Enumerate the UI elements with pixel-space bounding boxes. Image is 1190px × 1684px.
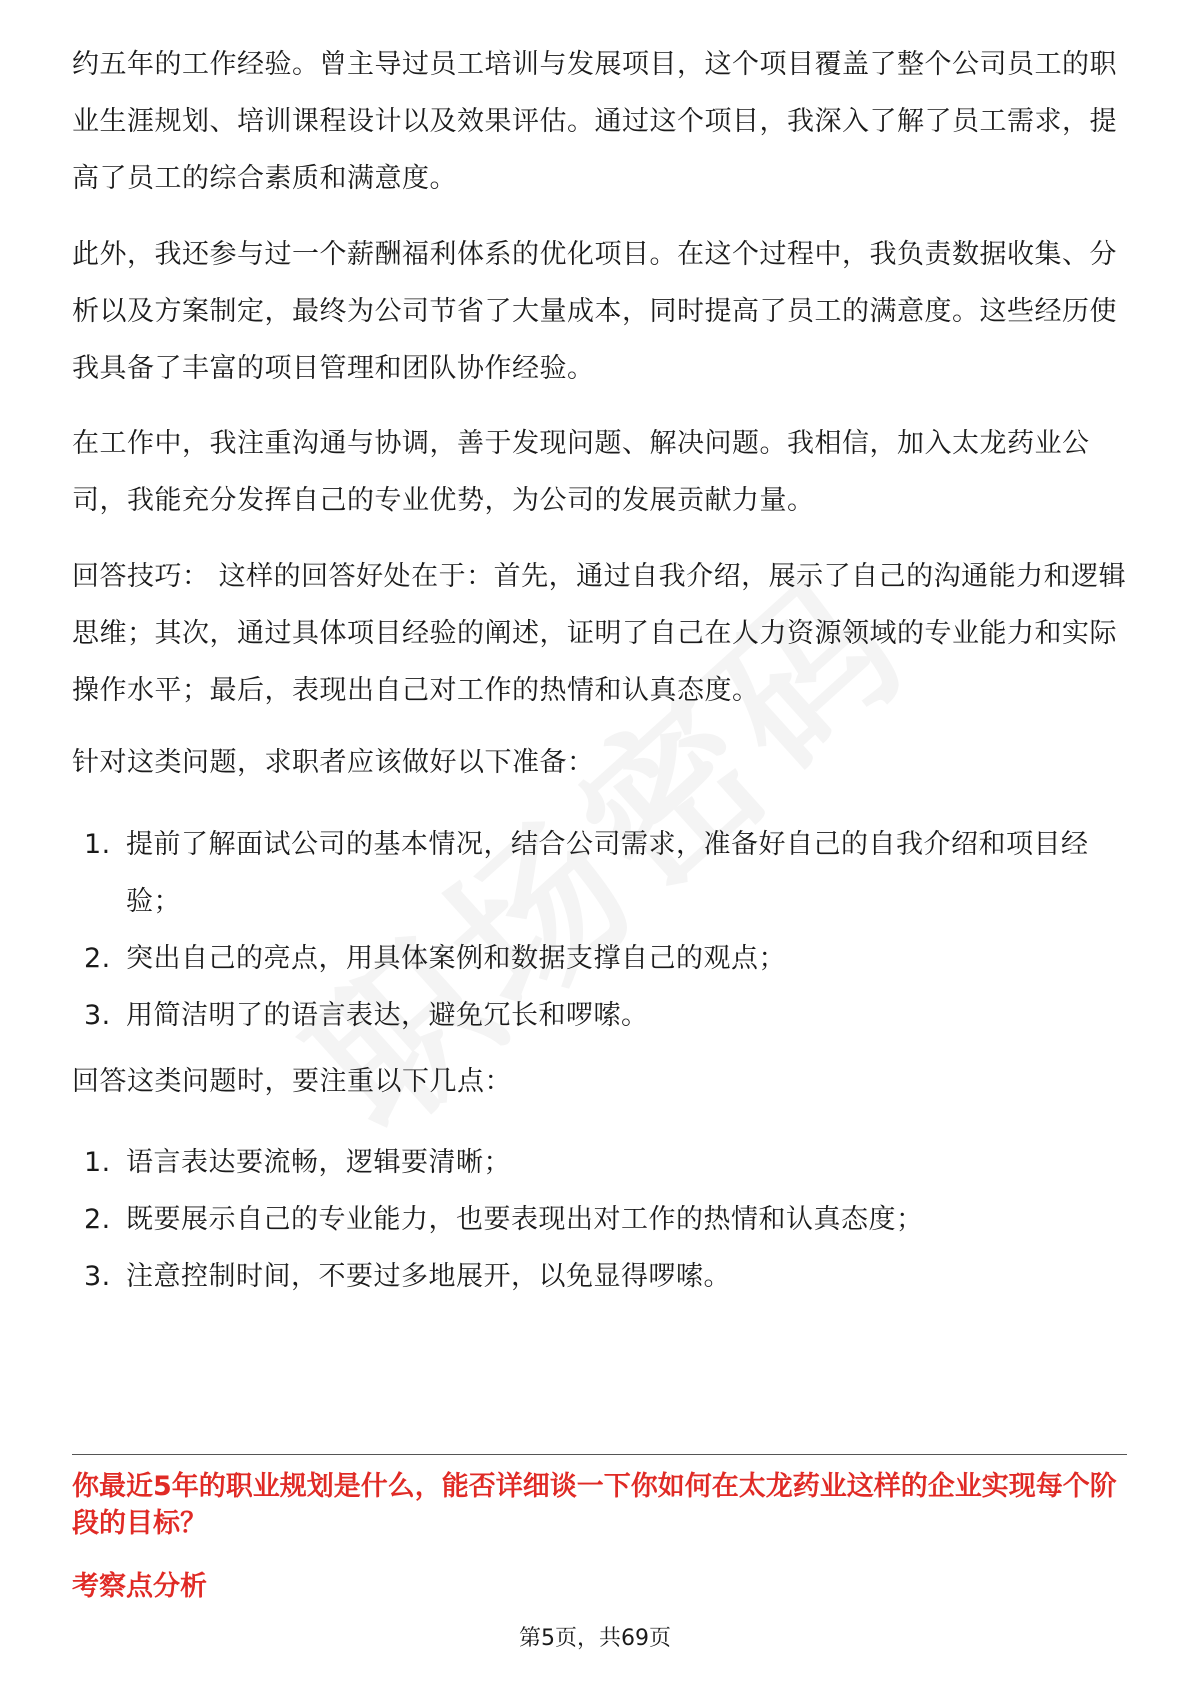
- list-item-text: 突出自己的亮点，用具体案例和数据支撑自己的观点；: [126, 943, 786, 974]
- paragraph-answer-tips: 回答技巧： 这样的回答好处在于：首先，通过自我介绍，展示了自己的沟通能力和逻辑思维；其次，通过具体项目经验的阐述，证明了自己在人力资源领域的专业能力和实际操作水平；最后，表现出自己对工作的热情和认真态度。: [72, 561, 1127, 706]
- list-item: [72, 1191, 1127, 1248]
- list-item-text: 用简洁明了的语言表达，避免冗长和啰嗦。: [126, 1000, 649, 1031]
- list-number: 1.: [84, 829, 111, 860]
- paragraph-compensation-project: 此外，我还参与过一个薪酬福利体系的优化项目。在这个过程中，我负责数据收集、分析以及方案制定，最终为公司节省了大量成本，同时提高了员工的满意度。这些经历使我具备了丰富的项目管理和团队协作经验。: [72, 239, 1117, 384]
- list-number: 3.: [84, 1261, 111, 1292]
- list-item: [72, 816, 1127, 930]
- list-item: [72, 1134, 1127, 1191]
- paragraph-experience: 约五年的工作经验。曾主导过员工培训与发展项目，这个项目覆盖了整个公司员工的职业生涯规划、培训课程设计以及效果评估。通过这个项目，我深入了解了员工需求，提高了员工的综合素质和满意度。: [72, 49, 1117, 194]
- list-item-text: 既要展示自己的专业能力，也要表现出对工作的热情和认真态度；: [126, 1204, 924, 1235]
- list-item-text: 语言表达要流畅，逻辑要清晰；: [126, 1147, 511, 1178]
- preparation-list: [72, 816, 1127, 1044]
- paragraph-communication: 在工作中，我注重沟通与协调，善于发现问题、解决问题。我相信，加入太龙药业公司，我能充分发挥自己的专业优势，为公司的发展贡献力量。: [72, 428, 1090, 516]
- section-divider: [72, 1454, 1127, 1455]
- list-number: 2.: [84, 1204, 111, 1235]
- list-item: [72, 930, 1127, 987]
- list-item: [72, 987, 1127, 1044]
- paragraph-key-points-intro: 回答这类问题时，要注重以下几点：: [72, 1066, 512, 1097]
- list-item: [72, 1248, 1127, 1305]
- key-points-list: [72, 1134, 1127, 1305]
- list-number: 1.: [84, 1147, 111, 1178]
- list-number: 2.: [84, 943, 111, 974]
- page-number: 第5页，共69页: [519, 1626, 671, 1651]
- list-item-text: 提前了解面试公司的基本情况，结合公司需求，准备好自己的自我介绍和项目经验；: [126, 829, 1089, 917]
- interview-question: 你最近5年的职业规划是什么，能否详细谈一下你如何在太龙药业这样的企业实现每个阶段的目标？: [72, 1471, 1117, 1539]
- section-title: 考察点分析: [72, 1571, 207, 1602]
- paragraph-preparation-intro: 针对这类问题，求职者应该做好以下准备：: [72, 747, 595, 778]
- list-number: 3.: [84, 1000, 111, 1031]
- list-item-text: 注意控制时间，不要过多地展开，以免显得啰嗦。: [126, 1261, 731, 1292]
